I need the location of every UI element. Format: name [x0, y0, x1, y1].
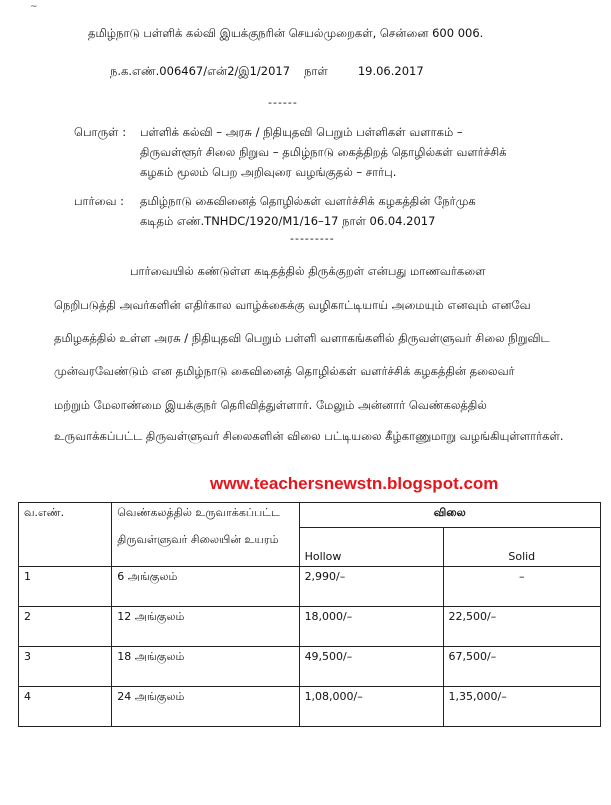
divider-top: ------	[268, 96, 298, 109]
reference-line	[110, 64, 424, 80]
reference-number: ந.க.எண்.006467/என்2/இ1/2017	[110, 64, 291, 78]
header-statue-size	[112, 503, 299, 567]
row-hollow-price: 49,500/–	[299, 647, 443, 687]
row-number: 2	[19, 607, 112, 647]
row-solid-price: 67,500/–	[443, 647, 600, 687]
header-hollow: Hollow	[299, 528, 443, 567]
row-solid-price: 1,35,000/–	[443, 687, 600, 727]
document-header: தமிழ்நாடு பள்ளிக் கல்வி இயக்குநரின் செயல்முறைகள், சென்னை 600 006.	[88, 26, 484, 40]
table-row	[19, 607, 601, 647]
body-line-5: மற்றும் மேலாண்மை இயக்குநர் தெரிவித்துள்ளார். மேலும் அன்னார் வெண்கலத்தில்	[54, 398, 487, 412]
body-line-6: உருவாக்கப்பட்ட திருவள்ளுவர் சிலைகளின் விலை பட்டியலை கீழ்காணுமாறு வழங்கியுள்ளார்கள்.	[54, 429, 564, 443]
body-line-3: தமிழகத்தில் உள்ள அரசு / நிதியுதவி பெறும் பள்ளி வளாகங்களில் திருவள்ளுவர் சிலை நிறுவிட	[54, 331, 550, 345]
row-number: 1	[19, 567, 112, 607]
subject-line-1: பள்ளிக் கல்வி – அரசு / நிதியுதவி பெறும் பள்ளிகள் வளாகம் –	[140, 125, 463, 139]
header-serial-number: வ.எண்.	[19, 503, 112, 567]
divider-bottom: ---------	[290, 232, 335, 245]
table-row	[19, 647, 601, 687]
header-statue-size-line-2: திருவள்ளுவர் சிலையின் உயரம்	[117, 533, 279, 546]
row-size: 24 அங்குலம்	[112, 687, 299, 727]
table-row	[19, 687, 601, 727]
row-number: 4	[19, 687, 112, 727]
body-line-2: நெறிபடுத்தி அவர்களின் எதிர்கால வாழ்க்கைக்கு வழிகாட்டியாய் அமையும் எனவும் எனவே	[54, 298, 531, 312]
subject-line-2: திருவள்ளூர் சிலை நிறுவ – தமிழ்நாடு கைத்திறத் தொழில்கள் வளர்ச்சிக்	[140, 145, 507, 159]
row-hollow-price: 18,000/–	[299, 607, 443, 647]
reference-date: 19.06.2017	[357, 64, 424, 78]
row-solid-price: –	[443, 567, 600, 607]
header-statue-size-line-1: வெண்கலத்தில் உருவாக்கப்பட்ட	[117, 506, 280, 519]
body-line-1: பார்வையில் கண்டுள்ள கடிதத்தில் திருக்குறள் என்பது மாணவர்களை	[130, 264, 486, 278]
reference-letter-line-2: கடிதம் எண்.TNHDC/1920/M1/16–17 நாள் 06.04.2017	[140, 214, 436, 228]
row-hollow-price: 1,08,000/–	[299, 687, 443, 727]
row-hollow-price: 2,990/–	[299, 567, 443, 607]
corner-mark: ~	[30, 2, 38, 12]
row-solid-price: 22,500/–	[443, 607, 600, 647]
reference-letter-label: பார்வை :	[74, 194, 124, 208]
body-line-4: முன்வரவேண்டும் என தமிழ்நாடு கைவினைத் தொழில்கள் வளர்ச்சிக் கழகத்தின் தலைவர்	[54, 364, 515, 378]
row-number: 3	[19, 647, 112, 687]
subject-label: பொருள் :	[74, 125, 127, 139]
subject-line-3: கழகம் மூலம் பெற அறிவுரை வழங்குதல் – சார்பு.	[140, 165, 397, 179]
table-row	[19, 567, 601, 607]
header-price: விலை	[299, 503, 600, 528]
header-solid: Solid	[443, 528, 600, 567]
table-header-row	[19, 503, 601, 528]
watermark-url: www.teachersnewstn.blogspot.com	[210, 474, 499, 493]
row-size: 6 அங்குலம்	[112, 567, 299, 607]
price-table	[18, 502, 601, 727]
row-size: 12 அங்குலம்	[112, 607, 299, 647]
date-label: நாள்	[304, 64, 328, 78]
row-size: 18 அங்குலம்	[112, 647, 299, 687]
reference-letter-line-1: தமிழ்நாடு கைவினைத் தொழில்கள் வளர்ச்சிக் கழகத்தின் நேர்முக	[140, 194, 476, 208]
